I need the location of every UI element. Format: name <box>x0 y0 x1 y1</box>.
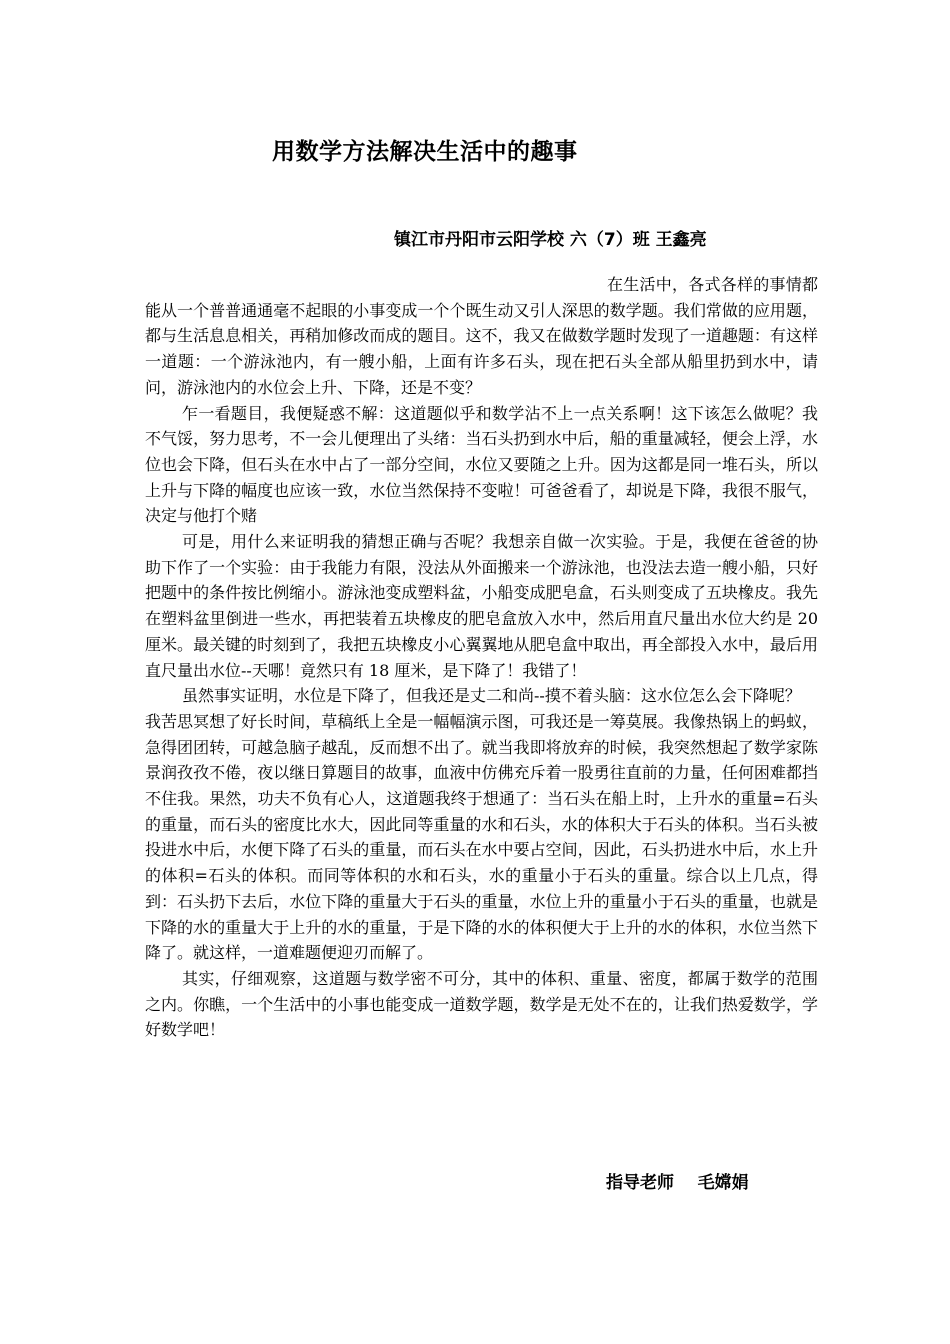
document-title: 用数学方法解决生活中的趣事 <box>272 139 578 165</box>
paragraph-first-thought: 乍一看题目，我便疑惑不解：这道题似乎和数学沾不上一点关系啊！这下该怎么做呢？我不气馁，努力思考，不一会儿便理出了头绪：当石头扔到水中后，船的重量减轻，便会上浮，水位也会下降，但石头在水中占了一部分空间，水位又要随之上升。因为这都是同一堆石头，所以上升与下降的幅度也应该一致，水位当然保持不变啦！可爸爸看了，却说是下降，我很不服气，决定与他打个赌 <box>145 403 818 526</box>
teacher-signature: 指导老师 毛嫦娟 <box>606 1173 749 1193</box>
paragraph-intro: 在生活中，各式各样的事情都能从一个普普通通毫不起眼的小事变成一个个既生动又引人深思的数学题。我们常做的应用题，都与生活息息相关，再稍加修改而成的题目。这不，我又在做数学题时发现了一道趣题：有这样一道题：一个游泳池内，有一艘小船，上面有许多石头，现在把石头全部从船里扔到水中，请问，游泳池内的水位会上升、下降，还是不变？ <box>145 275 818 397</box>
paragraph-conclusion: 其实，仔细观察，这道题与数学密不可分，其中的体积、重量、密度，都属于数学的范围之内。你瞧，一个生活中的小事也能变成一道数学题，数学是无处不在的，让我们热爱数学，学好数学吧！ <box>145 968 818 1040</box>
article-body <box>145 272 818 1043</box>
paragraph-confusion: 虽然事实证明，水位是下降了，但我还是丈二和尚--摸不着头脑：这水位怎么会下降呢？ <box>182 686 801 706</box>
paragraph-experiment: 可是，用什么来证明我的猜想正确与否呢？我想亲自做一次实验。于是，我便在爸爸的协助下作了一个实验：由于我能力有限，没法从外面搬来一个游泳池，也没法去造一艘小船，只好把题中的条件按比例缩小。游泳池变成塑料盆，小船变成肥皂盒，石头则变成了五块橡皮。我先在塑料盆里倒进一些水，再把装着五块橡皮的肥皂盒放入水中，然后用直尺量出水位大约是 20 厘米。最关键的时刻到了，我把五块橡皮小心翼翼地从肥皂盒中取出，再全部投入水中，最后用直尺量出水位--天哪！竟然只有 18 厘米，是下降了！我错了！ <box>145 532 818 680</box>
paragraph-explanation: 我苦思冥想了好长时间，草稿纸上全是一幅幅演示图，可我还是一筹莫展。我像热锅上的蚂蚁，急得团团转，可越急脑子越乱，反而想不出了。就当我即将放弃的时候，我突然想起了数学家陈景润孜孜不倦，夜以继日算题目的故事，血液中仿佛充斥着一股勇往直前的力量，任何困难都挡不住我。果然，功夫不负有心人，这道题我终于想通了：当石头在船上时，上升水的重量=石头的重量，而石头的密度比水大，因此同等重量的水和石头，水的体积大于石头的体积。当石头被投进水中后，水便下降了石头的重量，而石头在水中要占空间，因此，石头扔进水中后，水上升的体积=石头的体积。而同等体积的水和石头，水的重量小于石头的重量。综合以上几点，得到：石头扔下去后，水位下降的重量大于石头的重量，水位上升的重量小于石头的重量，也就是下降的水的重量大于上升的水的重量，于是下降的水的体积便大于上升的水的体积，水位当然下降了。就这样，一道难题便迎刃而解了。 <box>145 711 818 963</box>
author-line: 镇江市丹阳市云阳学校 六（7）班 王鑫亮 <box>394 230 707 250</box>
